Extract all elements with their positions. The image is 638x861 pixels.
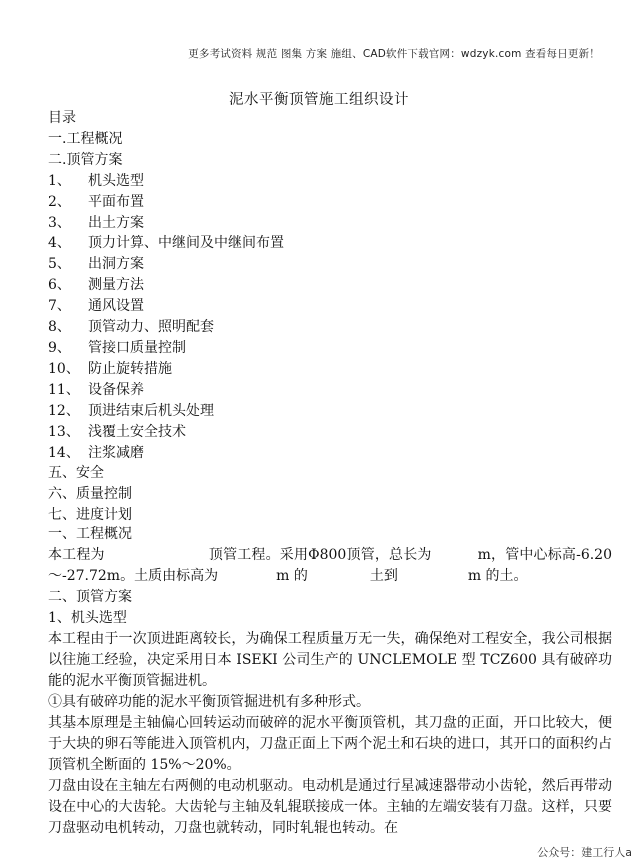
toc-item-number: 12、 <box>48 402 80 419</box>
toc-item <box>48 338 618 359</box>
toc-item <box>48 463 618 484</box>
toc-item <box>48 213 618 234</box>
toc-item-label: 平面布置 <box>88 193 144 210</box>
toc-item <box>48 443 618 464</box>
toc-item <box>48 129 618 150</box>
toc-item-number: 4、 <box>48 235 71 252</box>
table-of-contents <box>48 108 618 526</box>
toc-item-number: 2、 <box>48 193 71 210</box>
toc-item-label: 出土方案 <box>88 214 144 231</box>
toc-item <box>48 275 618 296</box>
toc-item-number: 6、 <box>48 277 71 294</box>
subsection-heading: 1、机头选型 <box>48 610 127 626</box>
paragraph: ①具有破碎功能的泥水平衡顶管掘进机有多种形式。 <box>48 694 370 710</box>
toc-item-number: 10、 <box>48 360 80 377</box>
toc-item <box>48 380 618 401</box>
toc-item <box>48 254 618 275</box>
toc-item <box>48 150 618 171</box>
section-heading: 一、工程概况 <box>48 526 132 542</box>
toc-item-number: 13、 <box>48 423 80 440</box>
toc-item <box>48 484 618 505</box>
toc-item-label: 工程概况 <box>66 130 123 147</box>
toc-item <box>48 171 618 192</box>
toc-item <box>48 233 618 254</box>
paragraph: 其基本原理是主轴偏心回转运动而破碎的泥水平衡顶管机，其刀盘的正面，开口比较大，便于大块的卵石等能进入顶管机内，刀盘正面上下两个泥土和石块的进口，其开口的面积约占顶管机全断面的 15%～20%。 <box>48 715 612 773</box>
project-overview-paragraph: 本工程为 顶管工程。采用Φ800顶管，总长为 m，管中心标高-6.20～-27.72m。土质由标高为 m 的 土到 m 的土。 <box>48 547 612 584</box>
download-banner: 更多考试资料 规范 图集 方案 施组、CAD软件下载官网：wdzyk.com 查看每日更新！ <box>188 48 600 60</box>
toc-item-label: 注浆减磨 <box>88 444 144 461</box>
toc-item-label: 测量方法 <box>88 277 144 294</box>
toc-item-label: 顶管动力、照明配套 <box>88 319 214 336</box>
document-title: 泥水平衡顶管施工组织设计 <box>229 92 409 108</box>
toc-item-label: 顶力计算、中继间及中继间布置 <box>88 235 284 252</box>
toc-item-label: 浅覆土安全技术 <box>88 423 186 440</box>
toc-item <box>48 296 618 317</box>
paragraph: 本工程由于一次顶进距离较长，为确保工程质量万无一失，确保绝对工程安全，我公司根据以往施工经验，决定采用日本 ISEKI 公司生产的 UNCLEMOLE 型 TCZ600 具有破碎功能的泥水平衡顶管掘进机。 <box>48 631 612 689</box>
toc-item-label: 进度计划 <box>76 507 132 524</box>
toc-item-number: 一. <box>48 130 67 147</box>
toc-item <box>48 401 618 422</box>
toc-item-number: 六、 <box>48 486 76 503</box>
paragraph: 刀盘由设在主轴左右两侧的电动机驱动。电动机是通过行星减速器带动小齿轮，然后再带动设在中心的大齿轮。大齿轮与主轴及轧辊联接成一体。主轴的左端安装有刀盘。这样，只要刀盘驱动电机转动，刀盘也就转动，同时轧辊也转动。在 <box>48 778 612 836</box>
toc-item-number: 五、 <box>48 465 76 482</box>
toc-item-label: 质量控制 <box>76 486 132 503</box>
wechat-watermark: 公众号：建工行人a <box>533 843 636 861</box>
toc-item <box>48 359 618 380</box>
toc-heading: 目录 <box>48 110 76 126</box>
toc-item-number: 二. <box>48 151 67 168</box>
toc-item-number: 8、 <box>48 319 71 336</box>
toc-item-number: 3、 <box>48 214 71 231</box>
toc-item-number: 9、 <box>48 339 71 356</box>
section-heading: 二、顶管方案 <box>48 589 132 605</box>
toc-item-label: 顶管方案 <box>66 151 123 168</box>
toc-item-label: 防止旋转措施 <box>88 360 172 377</box>
toc-item <box>48 192 618 213</box>
toc-item-number: 11、 <box>48 381 80 398</box>
toc-item-label: 通风设置 <box>88 298 144 315</box>
document-body <box>48 524 612 839</box>
toc-item-label: 管接口质量控制 <box>88 339 186 356</box>
toc-item-number: 七、 <box>48 507 76 524</box>
toc-item-label: 出洞方案 <box>88 256 144 273</box>
toc-item-label: 机头选型 <box>88 172 144 189</box>
toc-item <box>48 317 618 338</box>
toc-item-label: 安全 <box>76 465 104 482</box>
toc-item <box>48 422 618 443</box>
toc-item-number: 5、 <box>48 256 71 273</box>
toc-item-label: 设备保养 <box>88 381 144 398</box>
toc-item-label: 顶进结束后机头处理 <box>88 402 214 419</box>
toc-item-number: 7、 <box>48 298 71 315</box>
toc-item <box>48 505 618 526</box>
toc-item-number: 1、 <box>48 172 71 189</box>
toc-item-number: 14、 <box>48 444 80 461</box>
